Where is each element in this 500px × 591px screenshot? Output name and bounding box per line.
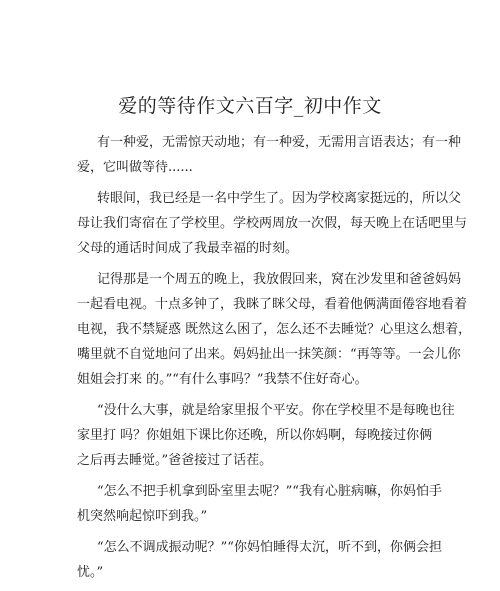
text-line: 爱，它叫做等待...... xyxy=(77,160,193,175)
text-line: 母让我们寄宿在了学校里。学校两周放一次假，每天晚上在话吧里与 xyxy=(77,216,468,231)
text-line: “怎么不调成振动呢？”“你妈怕睡得太沉，听不到，你俩会担 xyxy=(97,540,442,555)
text-line: 机突然响起惊吓到我。” xyxy=(77,509,208,524)
text-line: 父母的通话时间成了我最幸福的时刻。 xyxy=(77,241,299,256)
paragraph xyxy=(77,398,455,473)
document-body xyxy=(77,130,472,591)
text-line: 有一种爱，无需惊天动地；有一种爱，无需用言语表达；有一种 xyxy=(97,135,462,150)
text-line: 转眼间，我已经是一名中学生了。因为学校离家挺远的，所以父 xyxy=(97,191,462,206)
text-line: 记得那是一个周五的晚上，我放假回来，窝在沙发里和爸爸妈妈 xyxy=(97,272,462,287)
paragraph xyxy=(77,130,462,180)
paragraph xyxy=(77,186,468,261)
text-line: 忧。” xyxy=(77,565,104,580)
text-line: “怎么不把手机拿到卧室里去呢？”“我有心脏病嘛，你妈怕手 xyxy=(97,484,442,499)
text-line: 嘴里就不自觉地问了出来。妈妈扯出一抹笑颜：“再等等。一会儿你 xyxy=(77,347,461,362)
text-line: “没什么大事，就是给家里报个平安。你在学校里不是每晚也往 xyxy=(97,403,455,418)
text-line: 姐姐会打来 的。”“有什么事吗？”我禁不住好奇心。 xyxy=(77,372,368,387)
paragraph xyxy=(77,479,442,529)
document-title: 爱的等待作文六百字_初中作文 xyxy=(118,95,382,117)
text-line: 一起看电视。十点多钟了，我眯了眯父母，看着他俩满面倦容地看着 xyxy=(77,297,468,312)
text-line: 之后再去睡觉。”爸爸接过了话茬。 xyxy=(77,453,273,468)
paragraph xyxy=(77,535,442,585)
paragraph xyxy=(77,267,472,392)
text-line: 家里打 吗？你姐姐下课比你还晚，所以你妈啊，每晚接过你俩 xyxy=(77,428,433,443)
text-line: 电视，我不禁疑惑 既然这么困了，怎么还不去睡觉？心里这么想着， xyxy=(77,322,472,337)
